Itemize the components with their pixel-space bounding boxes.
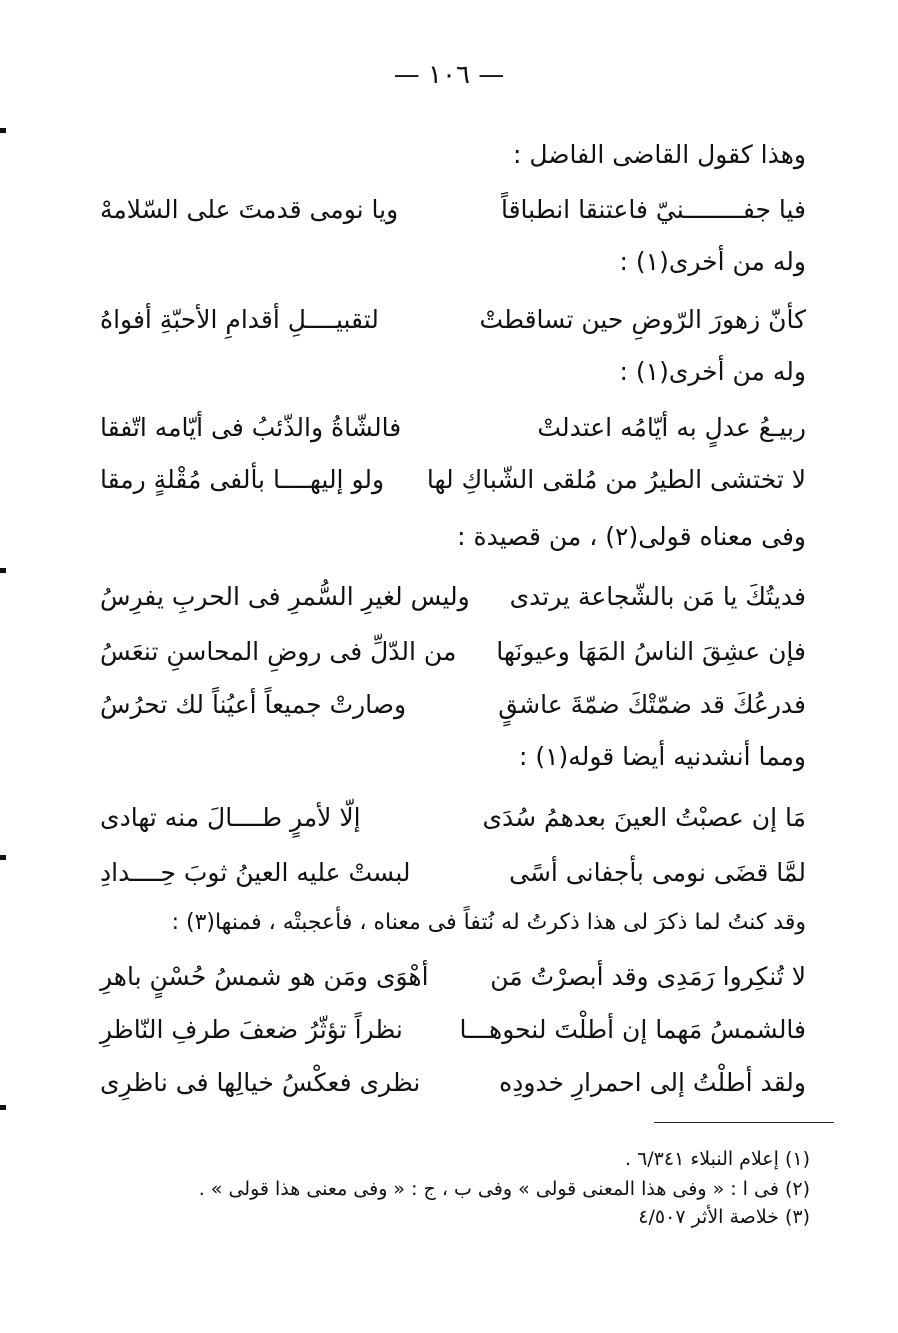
- scan-edge-mark: [0, 128, 6, 133]
- footnote: (٢) فى ا : « وفى هذا المعنى قولى » وفى ب ، ج : « وفى معنى هذا قولى » .: [198, 1178, 810, 1200]
- verse-second-hemistich: وصارتْ جميعاً أعيُناً لك تحرُسُ: [100, 690, 407, 719]
- verse-line: [100, 195, 806, 224]
- verse-second-hemistich: إلّا لأمرٍ طــــالَ منه تهادى: [100, 803, 361, 832]
- verse-line: [100, 690, 806, 719]
- verse-second-hemistich: لتقبيــــلِ أقدامِ الأحبّةِ أفواهُ: [100, 305, 379, 334]
- intro-line: وهذا كقول القاضى الفاضل :: [512, 140, 806, 169]
- verse-first-hemistich: ربيـعُ عدلٍ به أيّامُه اعتدلتْ: [537, 413, 806, 442]
- verse-line: [100, 305, 806, 334]
- verse-line: [100, 465, 806, 494]
- verse-first-hemistich: فإن عشِقَ الناسُ المَهَا وعيونَها: [496, 637, 806, 666]
- intro-line: وفى معناه قولى(٢) ، من قصيدة :: [457, 522, 806, 551]
- scan-edge-mark: [0, 568, 6, 573]
- verse-first-hemistich: فديتُكَ يا مَن بالشّجاعة يرتدى: [509, 582, 806, 611]
- page-number: — ١٠٦ —: [393, 60, 505, 90]
- verse-first-hemistich: لمَّا قضَى نومى بأجفانى أسًى: [509, 858, 806, 887]
- verse-second-hemistich: نظرى فعكْسُ خيالِها فى ناظرِى: [100, 1068, 421, 1097]
- verse-second-hemistich: ولو إليهــــا بألفى مُقْلةٍ رمقا: [100, 465, 385, 494]
- verse-line: [100, 1015, 806, 1044]
- verse-first-hemistich: مَا إن عصبْتُ العينَ بعدهمُ سُدَى: [482, 803, 806, 832]
- verse-first-hemistich: فالشمسُ مَهما إن أطلْتَ لنحوهـــا: [459, 1015, 806, 1044]
- verse-second-hemistich: نظراً تؤثّرُ ضعفَ طرفِ النّاظرِ: [100, 1015, 403, 1044]
- verse-line: [100, 962, 806, 991]
- verse-line: [100, 413, 806, 442]
- verse-second-hemistich: فالشّاةُ والذّئبُ فى أيّامه اتّفقا: [100, 413, 402, 442]
- verse-line: [100, 637, 806, 666]
- verse-second-hemistich: أهْوَى ومَن هو شمسُ حُسْنٍ باهرِ: [100, 962, 429, 991]
- intro-line: وله من أخرى(١) :: [619, 247, 806, 276]
- verse-second-hemistich: وليس لغيرِ السُّمرِ فى الحربِ يفرِسُ: [100, 582, 470, 611]
- verse-line: [100, 1068, 806, 1097]
- verse-first-hemistich: فيا جفــــــــنيّ فاعتنقا انطباقاً: [500, 195, 806, 224]
- verse-line: [100, 858, 806, 887]
- intro-line: وله من أخرى(١) :: [619, 357, 806, 386]
- verse-first-hemistich: كأنّ زهورَ الرّوضِ حين تساقطتْ: [479, 305, 806, 334]
- verse-line: [100, 803, 806, 832]
- scan-edge-mark: [0, 855, 6, 860]
- verse-line: [100, 582, 806, 611]
- footnote: (١) إعلام النبلاء ٦/٣٤١ .: [624, 1148, 810, 1170]
- intro-line: ومما أنشدنيه أيضا قوله(١) :: [518, 742, 806, 771]
- verse-second-hemistich: ويا نومى قدمتَ على السّلامهْ: [100, 195, 399, 224]
- footnote: (٣) خلاصة الأثر ٤/٥٠٧: [638, 1206, 810, 1228]
- verse-first-hemistich: ولقد أطلْتُ إلى احمرارِ خدودِه: [499, 1068, 806, 1097]
- verse-first-hemistich: فدرعُكَ قد ضمّتْكَ ضمّةَ عاشقٍ: [498, 690, 806, 719]
- footnote-divider: [654, 1122, 834, 1123]
- verse-second-hemistich: لبستْ عليه العينُ ثوبَ حِــــدادِ: [100, 858, 411, 887]
- verse-first-hemistich: لا تُنكِروا رَمَدِى وقد أبصرْتُ مَن: [490, 962, 806, 991]
- verse-first-hemistich: لا تختشى الطيرُ من مُلقى الشّباكِ لها: [426, 465, 806, 494]
- intro-line: وقد كنتُ لما ذكرَ لى هذا ذكرتُ له نُتفاً فى معناه ، فأعجبتْه ، فمنها(٣) :: [171, 910, 806, 935]
- scan-edge-mark: [0, 1105, 6, 1110]
- verse-second-hemistich: من الدّلِّ فى روضِ المحاسنِ تنعَسُ: [100, 637, 457, 666]
